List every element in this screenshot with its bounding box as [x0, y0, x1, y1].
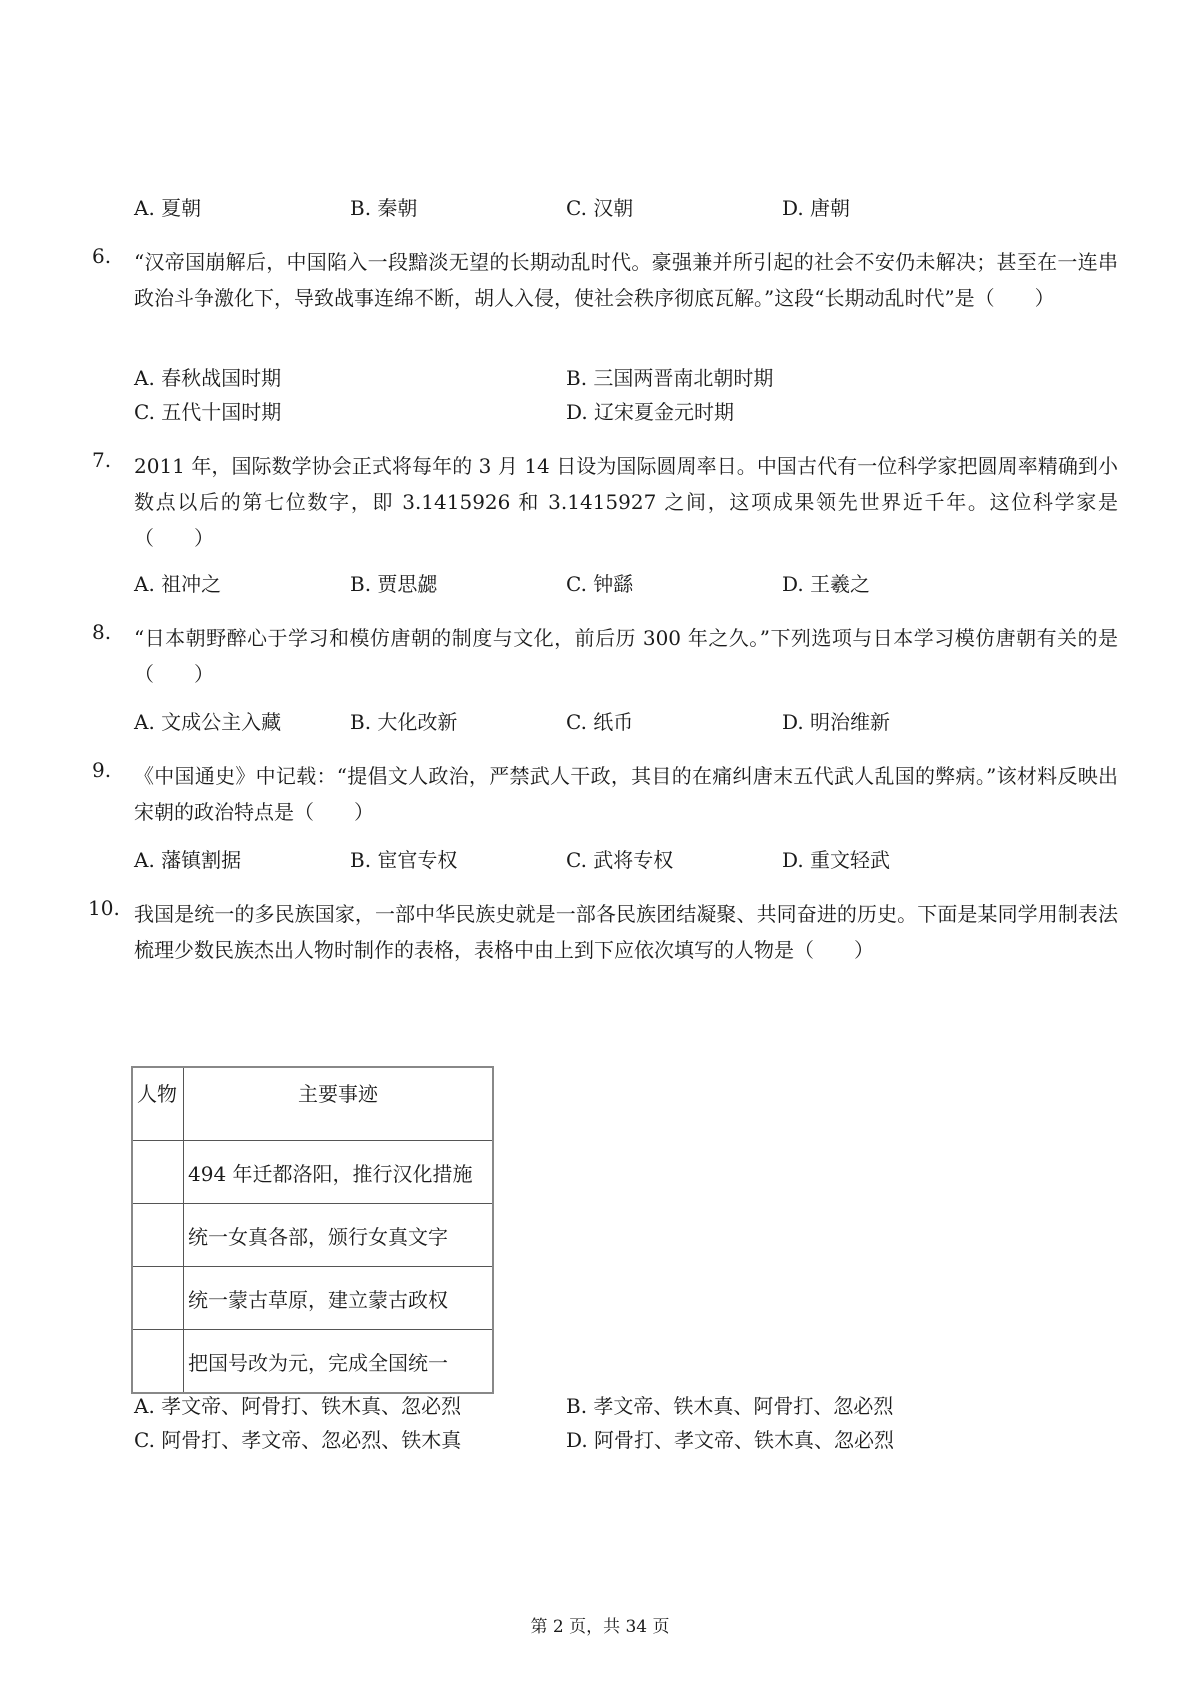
q10-options-row1: [134, 1390, 1094, 1420]
q5-option-d[interactable]: D. 唐朝: [782, 196, 851, 220]
table-cell-person: [133, 1204, 184, 1267]
q8-option-b[interactable]: B. 大化改新: [350, 710, 458, 734]
table-header-row: [133, 1068, 493, 1141]
table-cell-person: [133, 1330, 184, 1393]
question-stem: “汉帝国崩解后，中国陷入一段黯淡无望的长期动乱时代。豪强兼并所引起的社会不安仍未解决；甚至在一连串政治斗争激化下，导致战事连绵不断，胡人入侵，使社会秩序彻底瓦解。”这段“长期动乱时代”是（ ）: [134, 250, 1118, 310]
table-cell-deed: 494 年迁都洛阳，推行汉化措施: [184, 1141, 493, 1204]
q5-options: [134, 192, 1094, 222]
table-row: [133, 1267, 493, 1330]
q7-option-d[interactable]: D. 王羲之: [782, 572, 871, 596]
table-cell-deed: 统一女真各部，颁行女真文字: [184, 1204, 493, 1267]
q8-options: [134, 706, 1094, 736]
table-header-deeds: 主要事迹: [184, 1068, 493, 1141]
question-stem: 《中国通史》中记载：“提倡文人政治，严禁武人干政，其目的在痛纠唐末五代武人乱国的弊病。”该材料反映出宋朝的政治特点是（ ）: [134, 764, 1118, 824]
q10-options-row2: [134, 1424, 1094, 1454]
table-cell-deed: 统一蒙古草原，建立蒙古政权: [184, 1267, 493, 1330]
question-number: 10.: [88, 896, 120, 920]
q9-option-b[interactable]: B. 宦官专权: [350, 848, 458, 872]
table-cell-person: [133, 1141, 184, 1204]
question-number: 8.: [92, 620, 112, 644]
question-number: 9.: [92, 758, 112, 782]
q7-option-b[interactable]: B. 贾思勰: [350, 572, 438, 596]
q6-option-d[interactable]: D. 辽宋夏金元时期: [566, 400, 735, 424]
question-number: 6.: [92, 244, 112, 268]
q10-option-a[interactable]: A. 孝文帝、阿骨打、铁木真、忽必烈: [134, 1394, 462, 1418]
q7-option-c[interactable]: C. 钟繇: [566, 572, 634, 596]
q6-options-row2: [134, 396, 1094, 426]
question-stem: 我国是统一的多民族国家，一部中华民族史就是一部各民族团结凝聚、共同奋进的历史。下面是某同学用制表法梳理少数民族杰出人物时制作的表格，表格中由上到下应依次填写的人物是（ ）: [134, 902, 1118, 962]
table-header-person: 人物: [133, 1068, 184, 1141]
q9-options: [134, 844, 1094, 874]
q8-option-d[interactable]: D. 明治维新: [782, 710, 891, 734]
table-cell-person: [133, 1267, 184, 1330]
q9-option-d[interactable]: D. 重文轻武: [782, 848, 891, 872]
q5-option-a[interactable]: A. 夏朝: [134, 196, 202, 220]
q5-option-b[interactable]: B. 秦朝: [350, 196, 418, 220]
q5-option-c[interactable]: C. 汉朝: [566, 196, 634, 220]
q10-option-c[interactable]: C. 阿骨打、孝文帝、忽必烈、铁木真: [134, 1428, 462, 1452]
q8-option-a[interactable]: A. 文成公主入藏: [134, 710, 282, 734]
q7-options: [134, 568, 1094, 598]
q6-option-b[interactable]: B. 三国两晋南北朝时期: [566, 366, 774, 390]
q9-option-c[interactable]: C. 武将专权: [566, 848, 674, 872]
q6-option-a[interactable]: A. 春秋战国时期: [134, 366, 282, 390]
table-row: [133, 1141, 493, 1204]
table-row: [133, 1330, 493, 1393]
q6-options-row1: [134, 362, 1094, 392]
q10-option-d[interactable]: D. 阿骨打、孝文帝、铁木真、忽必烈: [566, 1428, 895, 1452]
question-stem: 2011 年，国际数学协会正式将每年的 3 月 14 日设为国际圆周率日。中国古代有一位科学家把圆周率精确到小数点以后的第七位数字，即 3.1415926 和 3.1415927 之间，这项成果领先世界近千年。这位科学家是（ ）: [134, 454, 1118, 550]
table-cell-deed: 把国号改为元，完成全国统一: [184, 1330, 493, 1393]
q10-option-b[interactable]: B. 孝文帝、铁木真、阿骨打、忽必烈: [566, 1394, 894, 1418]
q6-option-c[interactable]: C. 五代十国时期: [134, 400, 282, 424]
figures-table: [132, 1067, 493, 1393]
q9-option-a[interactable]: A. 藩镇割据: [134, 848, 242, 872]
q7-option-a[interactable]: A. 祖冲之: [134, 572, 222, 596]
page-footer: 第 2 页，共 34 页: [530, 1617, 670, 1637]
table-row: [133, 1204, 493, 1267]
q8-option-c[interactable]: C. 纸币: [566, 710, 634, 734]
question-number: 7.: [92, 448, 112, 472]
question-stem: “日本朝野醉心于学习和模仿唐朝的制度与文化，前后历 300 年之久。”下列选项与日本学习模仿唐朝有关的是（ ）: [134, 626, 1118, 686]
